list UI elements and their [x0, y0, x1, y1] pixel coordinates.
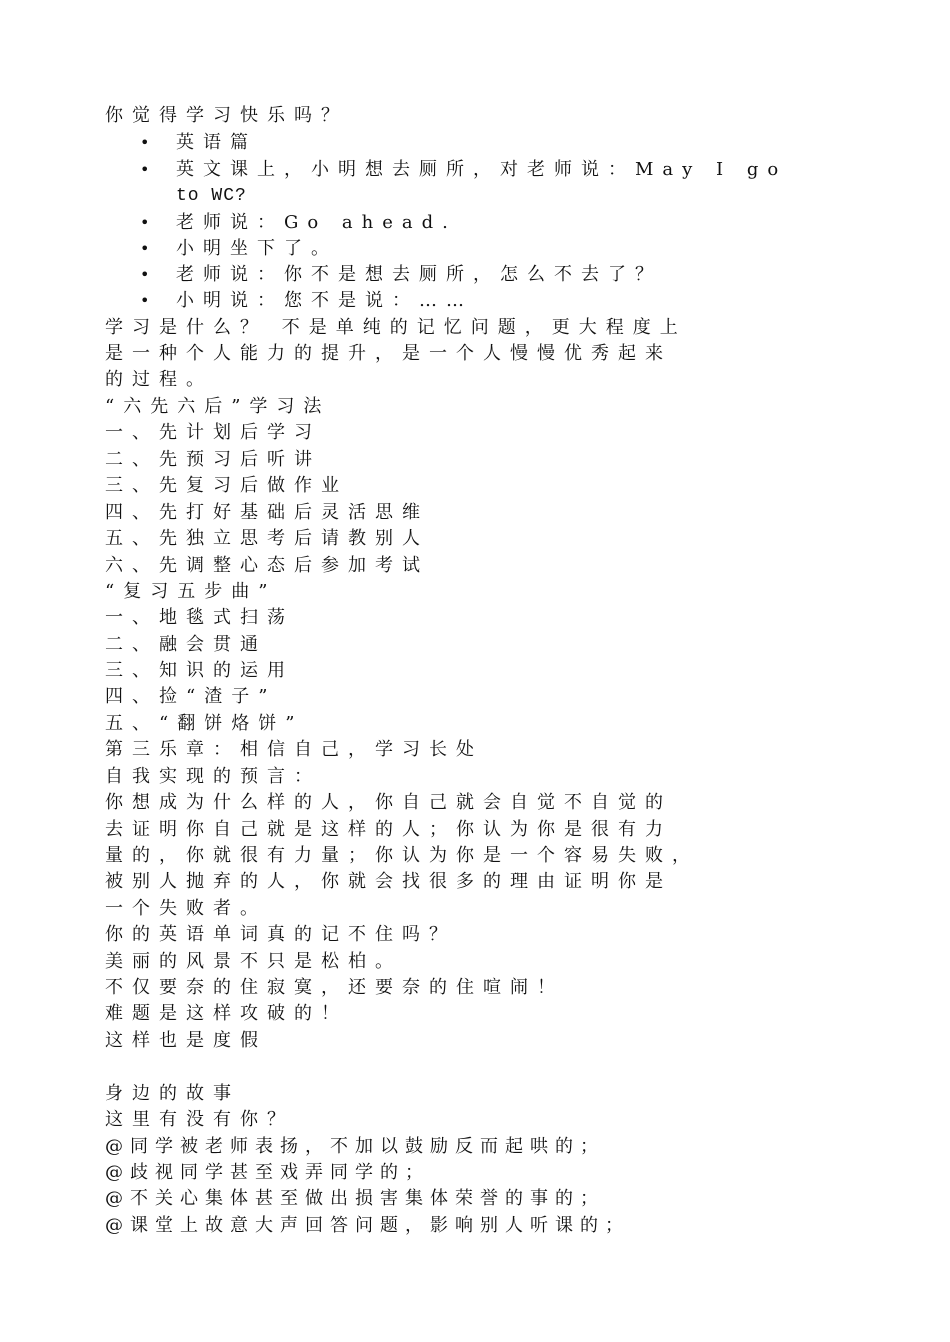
bullet-icon: • — [140, 239, 159, 258]
text-line: 一、先计划后学习 — [105, 422, 321, 443]
text-line: 难题是这样攻破的！ — [105, 1003, 348, 1024]
text-line: 三、先复习后做作业 — [105, 475, 348, 496]
bullet-icon: • — [140, 133, 159, 152]
text-line: 五、“翻饼烙饼” — [105, 713, 304, 734]
text-line: 不仅要奈的住寂寞，还要奈的住喧闹！ — [105, 977, 564, 998]
text-line: 二、先预习后听讲 — [105, 449, 321, 470]
section-heading: 第三乐章：相信自己，学习长处 — [105, 739, 483, 760]
text-line: 的过程。 — [105, 369, 213, 390]
text-line: 这样也是度假 — [105, 1030, 267, 1051]
section-heading: “复习五步曲” — [105, 581, 277, 602]
bullet-icon: • — [140, 291, 159, 310]
text-line: 去证明你自己就是这样的人；你认为你是很有力 — [105, 819, 672, 840]
bullet-text-continued: to WC? — [176, 186, 247, 206]
bullet-text: 老师说：Go ahead. — [176, 212, 457, 233]
text-line: 四、捡“渣子” — [105, 686, 277, 707]
text-line: 五、先独立思考后请教别人 — [105, 528, 429, 549]
text-line: 被别人抛弃的人，你就会找很多的理由证明你是 — [105, 871, 672, 892]
bullet-text: 英语篇 — [176, 132, 257, 153]
list-item: @歧视同学甚至戏弄同学的； — [105, 1162, 430, 1183]
bullet-text: 英文课上，小明想去厕所，对老师说：May I go — [176, 159, 788, 180]
text-line: 自我实现的预言： — [105, 766, 321, 787]
text-line: 你觉得学习快乐吗？ — [105, 105, 348, 126]
text-line: 你的英语单词真的记不住吗？ — [105, 924, 456, 945]
bullet-text: 小明坐下了。 — [176, 238, 338, 259]
bullet-text: 小明说：您不是说：…… — [176, 290, 473, 311]
text-line: 二、融会贯通 — [105, 634, 267, 655]
text-line: 是一种个人能力的提升，是一个人慢慢优秀起来 — [105, 343, 672, 364]
section-heading: 身边的故事 — [105, 1083, 240, 1104]
text-line: 你想成为什么样的人，你自己就会自觉不自觉的 — [105, 792, 672, 813]
bullet-icon: • — [140, 213, 159, 232]
text-line: 三、知识的运用 — [105, 660, 294, 681]
list-item: @课堂上故意大声回答问题，影响别人听课的； — [105, 1215, 630, 1236]
list-item: @同学被老师表扬，不加以鼓励反而起哄的； — [105, 1136, 605, 1157]
bullet-text: 老师说：你不是想去厕所，怎么不去了？ — [176, 264, 662, 285]
text-line: 一个失败者。 — [105, 898, 267, 919]
bullet-icon: • — [140, 160, 159, 179]
text-line: 六、先调整心态后参加考试 — [105, 555, 429, 576]
bullet-icon: • — [140, 265, 159, 284]
text-line: 量的，你就很有力量；你认为你是一个容易失败， — [105, 845, 699, 866]
text-line: 这里有没有你？ — [105, 1109, 294, 1130]
text-line: 美丽的风景不只是松柏。 — [105, 951, 402, 972]
text-line: 学习是什么？ 不是单纯的记忆问题，更大程度上 — [105, 317, 687, 338]
section-heading: “六先六后”学习法 — [105, 396, 331, 417]
list-item: @不关心集体甚至做出损害集体荣誉的事的； — [105, 1188, 605, 1209]
text-line: 一、地毯式扫荡 — [105, 607, 294, 628]
text-line: 四、先打好基础后灵活思维 — [105, 502, 429, 523]
